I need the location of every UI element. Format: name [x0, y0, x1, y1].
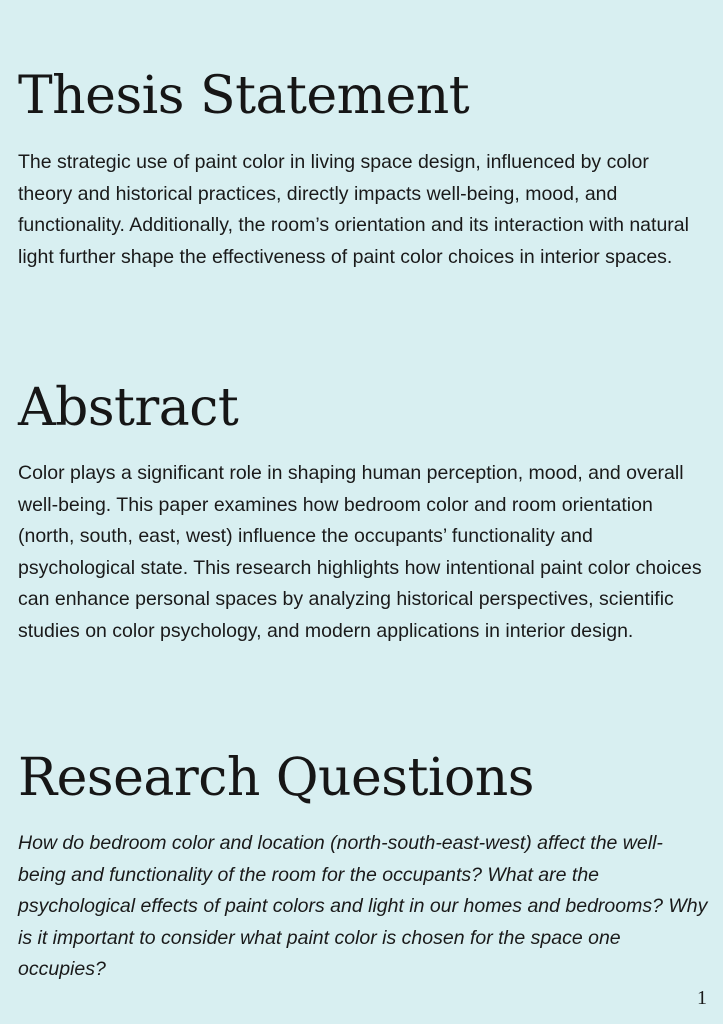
research-questions-paragraph: How do bedroom color and location (north-south-east-west) affect the well-being and functionality of the room for the occupants? What are the psychological effects of paint colors and light in our homes and bedrooms? Why is it important to consider what paint color is chosen for the space one occupies?	[18, 832, 708, 980]
abstract-heading: Abstract	[18, 378, 239, 438]
thesis-heading: Thesis Statement	[18, 66, 470, 126]
research-questions-heading: Research Questions	[18, 748, 534, 808]
thesis-paragraph: The strategic use of paint color in living space design, influenced by color theory and historical practices, directly impacts well-being, mood, and functionality. Additionally, the room’s orientation and its interaction with natural light further shape the effectiveness of paint color choices in interior spaces.	[18, 151, 689, 268]
page-number: 1	[697, 987, 707, 1009]
abstract-paragraph: Color plays a significant role in shaping human perception, mood, and overall well-being. This paper examines how bedroom color and room orientation (north, south, east, west) influence the occupants’ functionality and psychological state. This research highlights how intentional paint color choices can enhance personal spaces by analyzing historical perspectives, scientific studies on color psychology, and modern applications in interior design.	[18, 462, 702, 642]
